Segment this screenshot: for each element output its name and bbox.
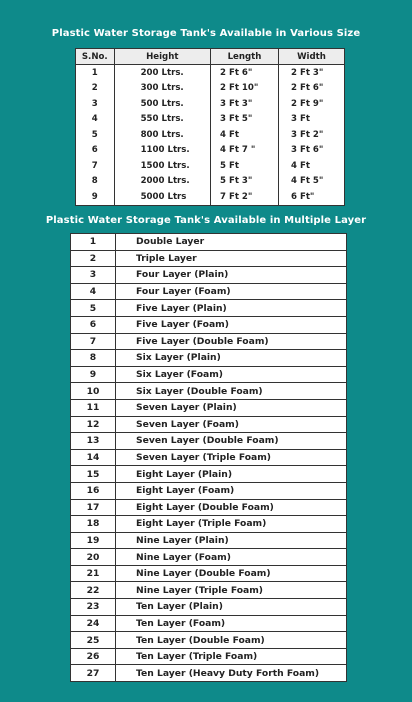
layer-cell: Four Layer (Foam)	[116, 283, 347, 300]
height-cell: 800 Ltrs.	[114, 127, 210, 143]
sno-cell: 4	[76, 112, 115, 128]
table-row	[71, 250, 347, 267]
table-row	[71, 466, 347, 483]
height-cell: 1100 Ltrs.	[114, 143, 210, 159]
length-cell: 7 Ft 2"	[210, 189, 278, 205]
table-row	[71, 482, 347, 499]
sizes-table	[75, 48, 345, 206]
table-row	[71, 267, 347, 284]
length-cell: 5 Ft	[210, 158, 278, 174]
layers-title: Plastic Water Storage Tank's Available in Multiple Layer	[45, 215, 367, 226]
table-row	[71, 599, 347, 616]
width-cell: 4 Ft 5"	[278, 174, 344, 190]
width-cell: 3 Ft 2"	[278, 127, 344, 143]
table-row	[71, 565, 347, 582]
height-cell: 5000 Ltrs	[114, 189, 210, 205]
number-cell: 10	[71, 383, 116, 400]
layer-cell: Five Layer (Double Foam)	[116, 333, 347, 350]
number-cell: 19	[71, 532, 116, 549]
height-cell: 1500 Ltrs.	[114, 158, 210, 174]
length-cell: 3 Ft 5"	[210, 112, 278, 128]
number-cell: 5	[71, 300, 116, 317]
sno-cell: 7	[76, 158, 115, 174]
table-row	[71, 433, 347, 450]
layer-cell: Six Layer (Plain)	[116, 350, 347, 367]
number-cell: 27	[71, 665, 116, 682]
layer-cell: Seven Layer (Foam)	[116, 416, 347, 433]
number-cell: 21	[71, 565, 116, 582]
sno-cell: 9	[76, 189, 115, 205]
number-cell: 9	[71, 366, 116, 383]
table-row	[71, 549, 347, 566]
layers-table	[70, 233, 347, 682]
length-cell: 4 Ft 7 "	[210, 143, 278, 159]
layer-cell: Eight Layer (Foam)	[116, 482, 347, 499]
table-row	[71, 316, 347, 333]
number-cell: 15	[71, 466, 116, 483]
sizes-header-row	[76, 49, 345, 65]
layer-cell: Eight Layer (Plain)	[116, 466, 347, 483]
number-cell: 17	[71, 499, 116, 516]
height-cell: 200 Ltrs.	[114, 65, 210, 81]
layer-cell: Nine Layer (Double Foam)	[116, 565, 347, 582]
table-row	[71, 350, 347, 367]
height-cell: 2000 Ltrs.	[114, 174, 210, 190]
table-row	[71, 399, 347, 416]
width-cell: 3 Ft 6"	[278, 143, 344, 159]
width-cell: 6 Ft"	[278, 189, 344, 205]
table-row	[71, 499, 347, 516]
layer-cell: Five Layer (Foam)	[116, 316, 347, 333]
length-cell: 3 Ft 3"	[210, 96, 278, 112]
table-row	[76, 158, 345, 174]
number-cell: 16	[71, 482, 116, 499]
number-cell: 20	[71, 549, 116, 566]
table-row	[71, 416, 347, 433]
width-cell: 3 Ft	[278, 112, 344, 128]
layer-cell: Seven Layer (Plain)	[116, 399, 347, 416]
layer-cell: Nine Layer (Triple Foam)	[116, 582, 347, 599]
number-cell: 6	[71, 316, 116, 333]
table-row	[71, 665, 347, 682]
layer-cell: Ten Layer (Foam)	[116, 615, 347, 632]
layer-cell: Ten Layer (Heavy Duty Forth Foam)	[116, 665, 347, 682]
number-cell: 22	[71, 582, 116, 599]
number-cell: 13	[71, 433, 116, 450]
table-row	[76, 112, 345, 128]
length-cell: 2 Ft 6"	[210, 65, 278, 81]
layer-cell: Ten Layer (Triple Foam)	[116, 648, 347, 665]
sizes-title: Plastic Water Storage Tank's Available in Various Size	[51, 28, 361, 39]
table-row	[71, 615, 347, 632]
table-row	[76, 189, 345, 205]
sno-cell: 2	[76, 81, 115, 97]
table-row	[71, 234, 347, 251]
length-cell: 2 Ft 10"	[210, 81, 278, 97]
table-row	[71, 582, 347, 599]
layer-cell: Eight Layer (Double Foam)	[116, 499, 347, 516]
layer-cell: Nine Layer (Foam)	[116, 549, 347, 566]
length-cell: 4 Ft	[210, 127, 278, 143]
layer-cell: Six Layer (Double Foam)	[116, 383, 347, 400]
width-cell: 2 Ft 3"	[278, 65, 344, 81]
header-length: Length	[210, 49, 278, 65]
table-row	[71, 283, 347, 300]
layer-cell: Ten Layer (Plain)	[116, 599, 347, 616]
number-cell: 8	[71, 350, 116, 367]
number-cell: 1	[71, 234, 116, 251]
table-row	[71, 333, 347, 350]
sno-cell: 3	[76, 96, 115, 112]
number-cell: 7	[71, 333, 116, 350]
layer-cell: Ten Layer (Double Foam)	[116, 632, 347, 649]
number-cell: 24	[71, 615, 116, 632]
width-cell: 2 Ft 6"	[278, 81, 344, 97]
header-sno: S.No.	[76, 49, 115, 65]
header-width: Width	[278, 49, 344, 65]
table-row	[71, 648, 347, 665]
length-cell: 5 Ft 3"	[210, 174, 278, 190]
number-cell: 11	[71, 399, 116, 416]
number-cell: 12	[71, 416, 116, 433]
width-cell: 4 Ft	[278, 158, 344, 174]
table-row	[71, 300, 347, 317]
layer-cell: Nine Layer (Plain)	[116, 532, 347, 549]
table-row	[76, 96, 345, 112]
number-cell: 3	[71, 267, 116, 284]
number-cell: 26	[71, 648, 116, 665]
table-row	[76, 127, 345, 143]
number-cell: 23	[71, 599, 116, 616]
layer-cell: Seven Layer (Triple Foam)	[116, 449, 347, 466]
width-cell: 2 Ft 9"	[278, 96, 344, 112]
sno-cell: 6	[76, 143, 115, 159]
sno-cell: 8	[76, 174, 115, 190]
height-cell: 500 Ltrs.	[114, 96, 210, 112]
sno-cell: 5	[76, 127, 115, 143]
layer-cell: Eight Layer (Triple Foam)	[116, 516, 347, 533]
layer-cell: Five Layer (Plain)	[116, 300, 347, 317]
table-row	[71, 516, 347, 533]
table-row	[71, 366, 347, 383]
table-row	[71, 383, 347, 400]
number-cell: 4	[71, 283, 116, 300]
height-cell: 550 Ltrs.	[114, 112, 210, 128]
number-cell: 18	[71, 516, 116, 533]
table-row	[76, 81, 345, 97]
height-cell: 300 Ltrs.	[114, 81, 210, 97]
layer-cell: Double Layer	[116, 234, 347, 251]
table-row	[76, 174, 345, 190]
table-row	[71, 532, 347, 549]
number-cell: 2	[71, 250, 116, 267]
layer-cell: Six Layer (Foam)	[116, 366, 347, 383]
header-height: Height	[114, 49, 210, 65]
layer-cell: Seven Layer (Double Foam)	[116, 433, 347, 450]
table-row	[71, 449, 347, 466]
layer-cell: Triple Layer	[116, 250, 347, 267]
table-row	[76, 65, 345, 81]
number-cell: 25	[71, 632, 116, 649]
sno-cell: 1	[76, 65, 115, 81]
table-row	[71, 632, 347, 649]
number-cell: 14	[71, 449, 116, 466]
table-row	[76, 143, 345, 159]
layer-cell: Four Layer (Plain)	[116, 267, 347, 284]
